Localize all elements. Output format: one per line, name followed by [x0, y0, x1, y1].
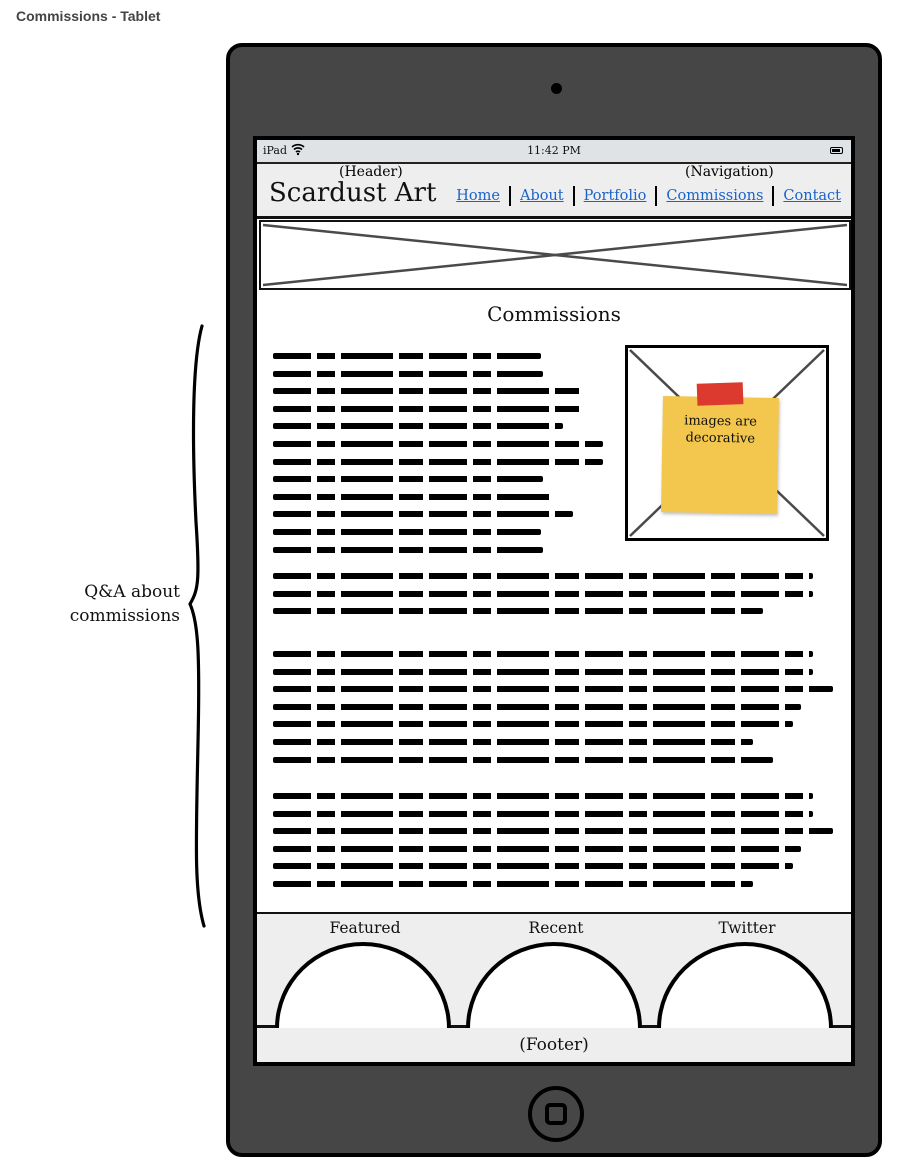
- annotation-line: commissions: [69, 606, 180, 626]
- nav-separator: [573, 186, 575, 206]
- widget-dome: [657, 942, 833, 1028]
- annotation-line: Q&A about: [84, 582, 180, 602]
- side-image-placeholder: [625, 345, 829, 541]
- banner-image-placeholder: [259, 220, 851, 290]
- sticky-note-text: images are: [684, 413, 758, 430]
- site-header: [257, 164, 851, 219]
- home-button[interactable]: [528, 1086, 584, 1142]
- annotation-qa: [40, 580, 180, 628]
- header-annotation: (Header): [339, 164, 403, 180]
- sticky-note: [661, 396, 779, 514]
- nav-separator: [655, 186, 657, 206]
- tape-icon: [697, 382, 744, 406]
- site-title[interactable]: Scardust Art: [269, 178, 437, 208]
- sticky-note-text: decorative: [685, 430, 756, 447]
- image-placeholder-icon: [261, 222, 849, 288]
- page-title: Commissions: [487, 302, 621, 326]
- carrier-label: iPad: [263, 144, 288, 157]
- status-bar: [257, 140, 851, 164]
- widget-featured[interactable]: [275, 914, 455, 937]
- site-footer: (Footer): [257, 1028, 851, 1064]
- status-time: 11:42 PM: [527, 144, 581, 157]
- battery-icon: [830, 147, 843, 154]
- footer-widgets: [257, 912, 851, 1028]
- main-navigation: [456, 186, 841, 206]
- widget-dome: [275, 942, 451, 1028]
- widget-twitter[interactable]: [657, 914, 837, 937]
- widget-recent[interactable]: [466, 914, 646, 937]
- page-label: Commissions - Tablet: [16, 8, 161, 24]
- nav-separator: [772, 186, 774, 206]
- nav-link-portfolio[interactable]: Portfolio: [583, 188, 647, 204]
- widget-label: Twitter: [718, 919, 776, 937]
- widget-label: Featured: [329, 919, 401, 937]
- nav-link-commissions[interactable]: Commissions: [666, 188, 764, 204]
- nav-separator: [509, 186, 511, 206]
- curly-brace-icon: [186, 322, 210, 934]
- home-button-icon: [545, 1103, 567, 1125]
- widget-dome: [466, 942, 642, 1028]
- nav-link-contact[interactable]: Contact: [783, 188, 841, 204]
- widget-label: Recent: [528, 919, 584, 937]
- navigation-annotation: (Navigation): [685, 164, 774, 180]
- nav-link-about[interactable]: About: [519, 188, 564, 204]
- camera-icon: [551, 83, 562, 94]
- tablet-screen: [253, 136, 855, 1066]
- nav-link-home[interactable]: Home: [456, 188, 500, 204]
